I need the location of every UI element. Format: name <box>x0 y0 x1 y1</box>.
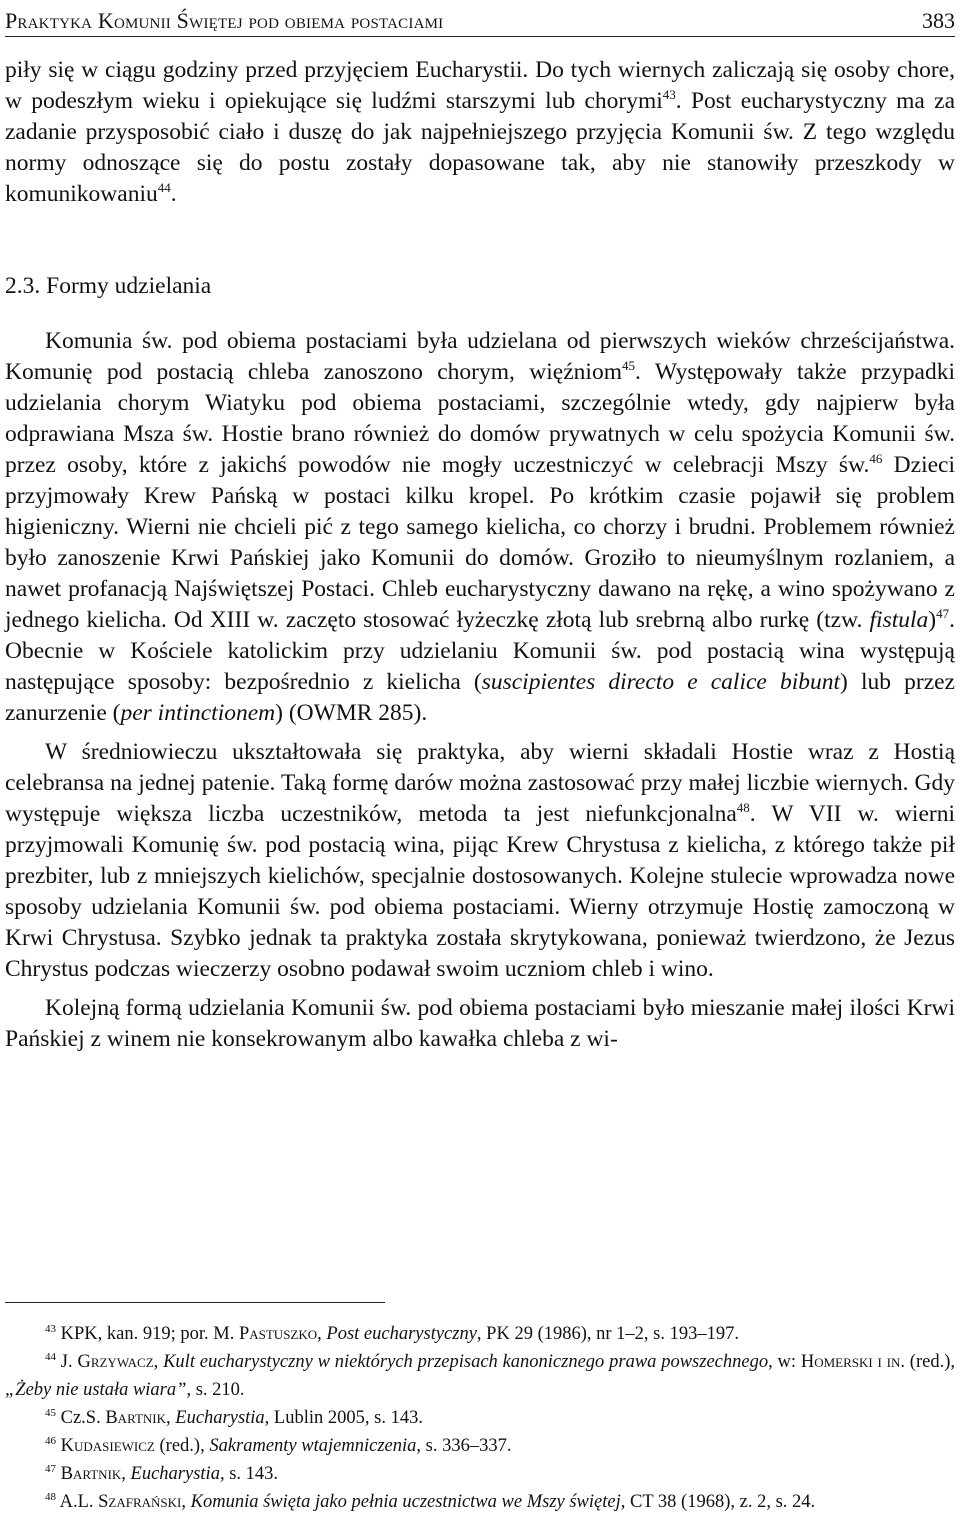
work-title: Eucharystia <box>130 1464 220 1484</box>
footnote-number: 45 <box>45 1407 56 1419</box>
body-text-top <box>5 55 955 210</box>
footnotes <box>5 1320 955 1516</box>
body-text-main <box>5 326 955 1055</box>
work-title: Sakramenty wtajemniczenia <box>209 1436 417 1456</box>
text-span: , s. 336–337. <box>416 1436 512 1456</box>
author-name: Pastuszko <box>238 1324 318 1344</box>
text-span: W średniowieczu ukształtowała się praktyka, aby wierni składali Hostie wraz z Hostią celebransa na jednej patenie. Taką formę darów można zastosować przy małej liczbie wiernych. Gdy występuje większa liczba uczestników, metoda ta jest niefunkcjonalna <box>5 739 955 827</box>
text-span: , w: <box>768 1352 801 1372</box>
footnote-separator <box>5 1302 385 1303</box>
author-name: Bartnik <box>105 1408 167 1428</box>
footnote-ref-47: 47 <box>936 606 950 621</box>
author-name: Szafrański <box>98 1492 182 1512</box>
text-span: , <box>121 1464 131 1484</box>
text-span: . <box>170 181 177 207</box>
text-span: ) lub przez zanurzenie ( <box>5 669 955 726</box>
footnote-number: 47 <box>45 1463 56 1475</box>
running-title: Praktyka Komunii Świętej pod obiema postaciami <box>5 8 444 33</box>
footnote-ref-45: 45 <box>621 358 635 373</box>
footnote-ref-46: 46 <box>869 451 883 466</box>
footnote-number: 43 <box>45 1323 56 1335</box>
footnote-48 <box>5 1488 955 1516</box>
text-span: . W VII w. wierni przyjmowali Komunię św. pod postacią wina, pijąc Krew Chrystusa z kielicha, z którego także pił prezbiter, lub z mniejszych kielichów, specjalnie dostosowanych. Kolejne stulecie wprowadza nowe sposoby udzielania Komunii św. pod obiema postaciami. Wierny otrzymuje Hostię zamoczoną w Krwi Chrystusa. Szybko jednak ta praktyka została skrytykowana, ponieważ twierdzono, że Jezus Chrystus podczas wieczerzy osobno podawał swoim uczniom chleb i wino. <box>5 801 955 982</box>
section-heading: 2.3. Formy udzielania <box>5 273 212 299</box>
footnote-ref-43: 43 <box>662 87 676 102</box>
footnote-ref-44: 44 <box>157 180 171 195</box>
text-span: Cz.S. <box>56 1408 106 1428</box>
text-span: , <box>317 1324 327 1344</box>
text-span: piły się w ciągu godziny przed przyjęciem Eucharystii. Do tych wiernych zaliczają się osoby chore, w podeszłym wieku i opiekujące się ludźmi starszymi lub chorymi <box>5 57 955 114</box>
paragraph-continuation <box>5 55 955 210</box>
text-span: , s. 143. <box>219 1464 279 1484</box>
work-title: „Żeby nie ustała wiara” <box>5 1380 187 1400</box>
text-span: Komunia św. pod obiema postaciami była udzielana od pierwszych wieków chrześcijaństwa. Komunię pod postacią chleba zanoszono chorym, więźniom <box>5 328 955 385</box>
text-span: A.L. <box>56 1492 99 1512</box>
text-span: , PK 29 (1986), nr 1–2, s. 193–197. <box>476 1324 740 1344</box>
paragraph-medieval <box>5 737 955 985</box>
text-span: , <box>181 1492 191 1512</box>
footnote-46 <box>5 1432 955 1460</box>
footnote-number: 46 <box>45 1435 56 1447</box>
italic-term: suscipientes directo e calice bibunt <box>481 669 841 695</box>
work-title: Komunia święta jako pełnia uczestnictwa we Mszy świętej <box>190 1492 621 1512</box>
text-span: (red.), <box>154 1436 210 1456</box>
work-title: Kult eucharystyczny w niektórych przepisach kanonicznego prawa powszechnego <box>163 1352 769 1372</box>
footnote-number: 48 <box>45 1491 56 1503</box>
footnote-45 <box>5 1404 955 1432</box>
text-span: ) <box>928 607 937 633</box>
page-header <box>5 6 955 37</box>
text-span: , Lublin 2005, s. 143. <box>264 1408 423 1428</box>
author-name: Kudasiewicz <box>60 1436 155 1456</box>
author-name: Homerski i in. <box>800 1352 905 1372</box>
footnote-47 <box>5 1460 955 1488</box>
work-title: Eucharystia <box>175 1408 265 1428</box>
text-span: . Post eucharystyczny ma za zadanie przysposobić ciało i duszę do jak najpełniejszego przyjęcia Komunii św. Z tego względu normy odnoszące się do postu zostały dopasowane tak, aby nie stanowiły przeszkody w komunikowaniu <box>5 88 955 207</box>
text-span: Kolejną formą udzielania Komunii św. pod obiema postaciami było mieszanie małej ilości Krwi Pańskiej z winem nie konsekrowanym albo kawałka chleba z wi- <box>5 995 955 1052</box>
text-span: Dzieci przyjmowały Krew Pańską w postaci kilku kropel. Po krótkim czasie pojawił się problem higieniczny. Wierni nie chcieli pić z tego samego kielicha, co chorzy i brudni. Problemem również było zanoszenie Krwi Pańskiej jako Komunii do domów. Groziło to nieumyślnym rozlaniem, a nawet profanacją Najświętszej Postaci. Chleb eucharystyczny dawano na rękę, a wino spożywano z jednego kielicha. Od XIII w. zaczęto stosować łyżeczkę złotą lub srebrną albo rurkę (tzw. <box>5 452 956 633</box>
italic-term: fistula <box>869 607 929 633</box>
text-span: , s. 210. <box>186 1380 245 1400</box>
text-span: (red.), <box>905 1352 956 1372</box>
author-name: Bartnik <box>60 1464 122 1484</box>
footnote-number: 44 <box>45 1351 56 1363</box>
text-span: . Występowały także przypadki udzielania chorym Wiatyku pod obiema postaciami, szczególnie wtedy, gdy najpierw była odprawiana Msza św. Hostie brano również do domów prywatnych w celu spożycia Komunii św. przez osoby, które z jakichś powodów nie mogły uczestniczyć w celebracji Mszy św. <box>5 359 955 478</box>
text-span: , <box>153 1352 164 1372</box>
text-span: KPK, kan. 919; por. M. <box>56 1324 239 1344</box>
footnote-43 <box>5 1320 955 1348</box>
text-span: , CT 38 (1968), z. 2, s. 24. <box>620 1492 816 1512</box>
footnote-44 <box>5 1348 955 1404</box>
paragraph-next-form <box>5 993 955 1055</box>
work-title: Post eucharystyczny <box>326 1324 477 1344</box>
text-span: , <box>166 1408 176 1428</box>
text-span: . Obecnie w Kościele katolickim przy udzielaniu Komunii św. pod postacią wina występują następujące sposoby: bezpośrednio z kielicha ( <box>5 607 955 695</box>
text-span: J. <box>56 1352 78 1372</box>
footnote-ref-48: 48 <box>736 800 750 815</box>
italic-term: per intinctionem <box>120 700 276 726</box>
text-span: ) (OWMR 285). <box>275 700 428 726</box>
author-name: Grzywacz <box>77 1352 154 1372</box>
paragraph-forms <box>5 326 955 729</box>
page-number: 383 <box>922 8 955 33</box>
